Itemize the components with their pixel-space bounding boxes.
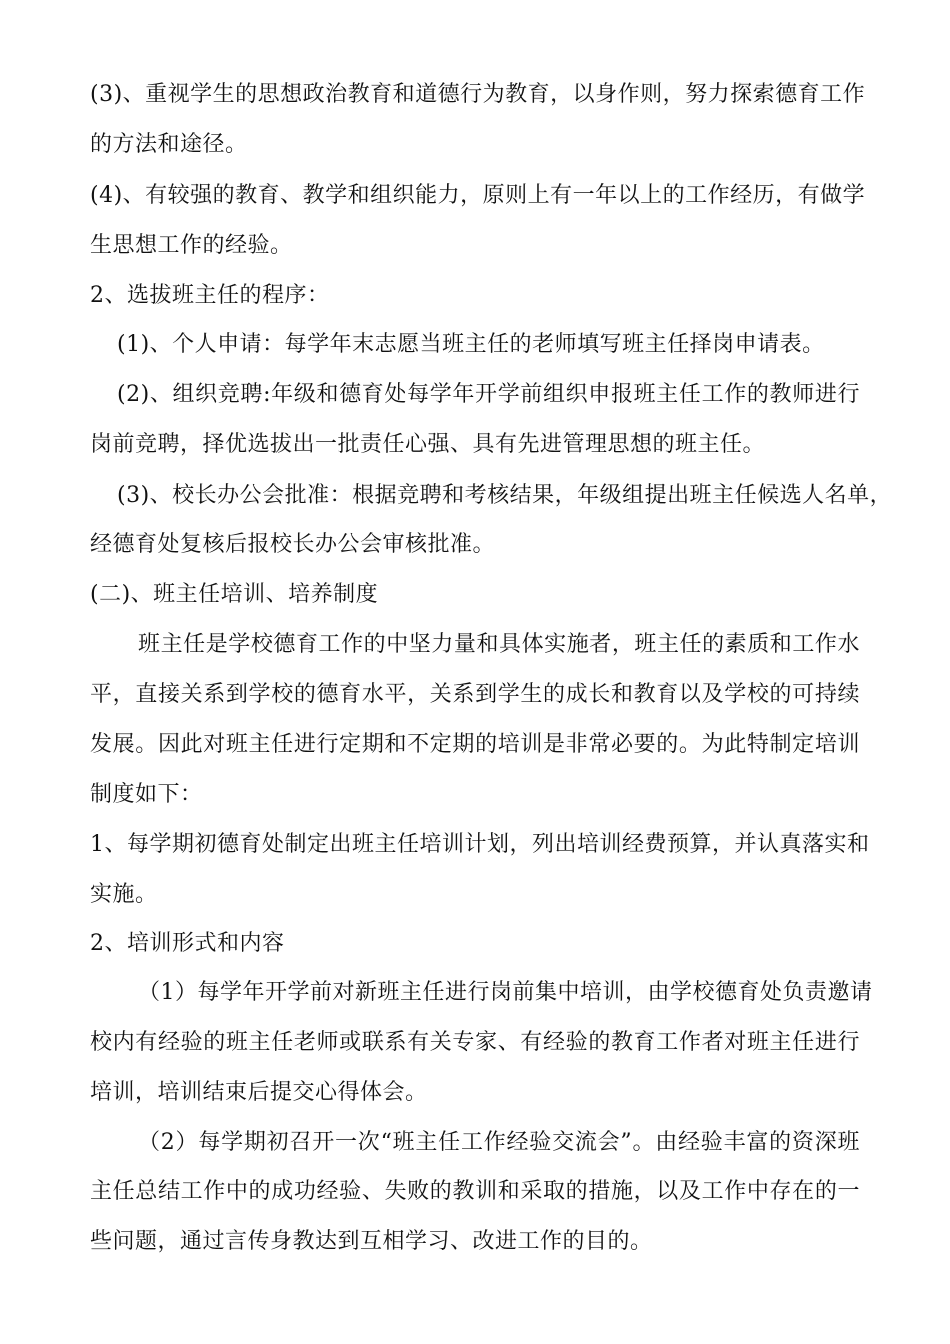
paragraph-line: 主任总结工作中的成功经验、失败的教训和采取的措施，以及工作中存在的一 (90, 1179, 860, 1204)
paragraph-line: 校内有经验的班主任老师或联系有关专家、有经验的教育工作者对班主任进行 (90, 1030, 860, 1055)
paragraph-line: (3)、重视学生的思想政治教育和道德行为教育，以身作则，努力探索德育工作 (90, 82, 866, 107)
paragraph-line: 发展。因此对班主任进行定期和不定期的培训是非常必要的。为此特制定培训 (90, 732, 860, 757)
paragraph-line: (2)、组织竞聘:年级和德育处每学年开学前组织申报班主任工作的教师进行 (117, 382, 860, 407)
paragraph-line: (1)、个人申请：每学年末志愿当班主任的老师填写班主任择岗申请表。 (117, 332, 825, 357)
paragraph-line: 培训，培训结束后提交心得体会。 (90, 1080, 428, 1105)
section-heading: 2、培训形式和内容 (90, 931, 285, 956)
paragraph-line: （2）每学期初召开一次“班主任工作经验交流会”。由经验丰富的资深班 (138, 1130, 860, 1155)
paragraph-line: 平，直接关系到学校的德育水平，关系到学生的成长和教育以及学校的可持续 (90, 682, 860, 707)
paragraph-line: 岗前竞聘，择优选拔出一批责任心强、具有先进管理思想的班主任。 (90, 432, 766, 457)
paragraph-line: 实施。 (90, 882, 158, 907)
paragraph-line: （1）每学年开学前对新班主任进行岗前集中培训，由学校德育处负责邀请 (138, 980, 873, 1005)
paragraph-line: (4)、有较强的教育、教学和组织能力，原则上有一年以上的工作经历，有做学 (90, 183, 866, 208)
section-heading: (二)、班主任培训、培养制度 (90, 582, 379, 607)
paragraph-line: 的方法和途径。 (90, 132, 248, 157)
paragraph-line: 制度如下： (90, 782, 203, 807)
paragraph-line: 1、每学期初德育处制定出班主任培训计划，列出培训经费预算，并认真落实和 (90, 832, 870, 857)
paragraph-line: (3)、校长办公会批准：根据竞聘和考核结果，年级组提出班主任候选人名单， (117, 483, 893, 508)
paragraph-line: 班主任是学校德育工作的中坚力量和具体实施者，班主任的素质和工作水 (138, 632, 860, 657)
paragraph-line: 生思想工作的经验。 (90, 233, 293, 258)
paragraph-line: 些问题，通过言传身教达到互相学习、改进工作的目的。 (90, 1229, 653, 1254)
section-heading: 2、选拔班主任的程序： (90, 283, 330, 308)
paragraph-line: 经德育处复核后报校长办公会审核批准。 (90, 532, 496, 557)
